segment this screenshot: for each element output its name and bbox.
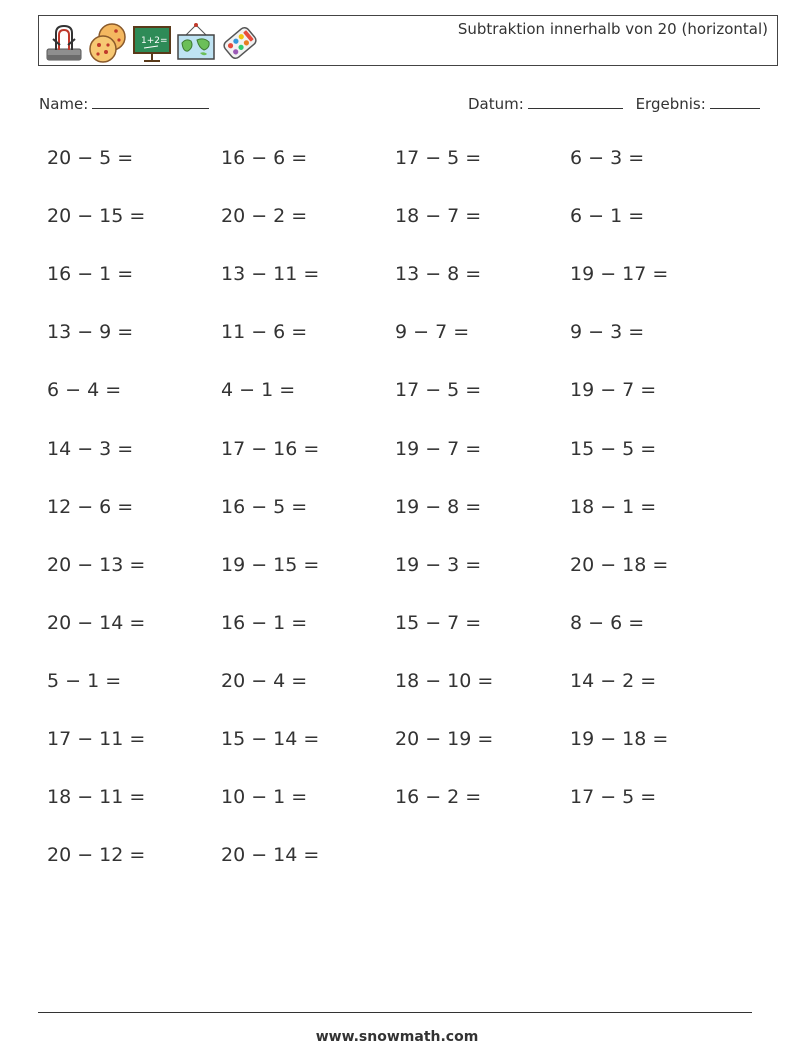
header-box [38,15,778,66]
problem-item: 15 − 7 = [395,612,482,634]
date-result-fields [468,94,760,113]
problem-item: 9 − 7 = [395,321,470,343]
problem-item: 20 − 5 = [47,147,134,169]
problem-item: 6 − 1 = [570,205,645,227]
problem-item: 5 − 1 = [47,670,122,692]
problem-item: 15 − 5 = [570,438,657,460]
problem-item: 14 − 2 = [570,670,657,692]
paper-clip-icon [44,21,84,65]
problem-item: 17 − 5 = [395,379,482,401]
problem-item: 19 − 3 = [395,554,482,576]
problem-item: 20 − 2 = [221,205,308,227]
problem-item: 19 − 15 = [221,554,320,576]
problem-item: 16 − 1 = [221,612,308,634]
problem-item: 16 − 2 = [395,786,482,808]
problem-item: 13 − 8 = [395,263,482,285]
problem-item: 20 − 14 = [221,844,320,866]
svg-text:1+2=: 1+2= [141,36,168,46]
problem-item: 18 − 1 = [570,496,657,518]
problem-item: 20 − 18 = [570,554,669,576]
problem-item: 13 − 9 = [47,321,134,343]
problem-item: 19 − 7 = [570,379,657,401]
problem-item: 17 − 11 = [47,728,146,750]
chalkboard-icon [132,21,172,65]
result-blank[interactable] [710,94,760,109]
problem-item: 14 − 3 = [47,438,134,460]
problem-item: 18 − 11 = [47,786,146,808]
date-blank[interactable] [528,94,623,109]
problem-item: 20 − 15 = [47,205,146,227]
problem-item: 16 − 6 = [221,147,308,169]
name-label: Name: [39,95,89,113]
problem-item: 18 − 10 = [395,670,494,692]
problem-item: 17 − 16 = [221,438,320,460]
problem-item: 17 − 5 = [570,786,657,808]
problem-item: 17 − 5 = [395,147,482,169]
result-label: Ergebnis: [635,95,706,113]
problem-item: 9 − 3 = [570,321,645,343]
footer-divider [38,1012,752,1013]
name-field [39,94,209,113]
problem-item: 19 − 18 = [570,728,669,750]
problem-item: 8 − 6 = [570,612,645,634]
problem-item: 19 − 7 = [395,438,482,460]
problem-item: 4 − 1 = [221,379,296,401]
map-icon [176,21,216,65]
problem-item: 19 − 17 = [570,263,669,285]
problem-item: 18 − 7 = [395,205,482,227]
problem-item: 13 − 11 = [221,263,320,285]
problem-item: 20 − 4 = [221,670,308,692]
problem-item: 12 − 6 = [47,496,134,518]
problem-item: 20 − 19 = [395,728,494,750]
problem-item: 6 − 3 = [570,147,645,169]
problem-item: 15 − 14 = [221,728,320,750]
problem-item: 16 − 5 = [221,496,308,518]
paint-palette-icon [220,21,260,65]
problem-item: 20 − 13 = [47,554,146,576]
date-label: Datum: [468,95,524,113]
problem-item: 20 − 14 = [47,612,146,634]
problem-item: 6 − 4 = [47,379,122,401]
worksheet-title: Subtraktion innerhalb von 20 (horizontal) [457,20,768,38]
name-blank[interactable] [92,94,209,109]
problem-item: 20 − 12 = [47,844,146,866]
problem-item: 16 − 1 = [47,263,134,285]
cookie-icon [88,21,128,65]
footer-url: www.snowmath.com [315,1029,479,1045]
header-icons [44,21,260,65]
problem-item: 10 − 1 = [221,786,308,808]
problem-item: 11 − 6 = [221,321,308,343]
problem-item: 19 − 8 = [395,496,482,518]
